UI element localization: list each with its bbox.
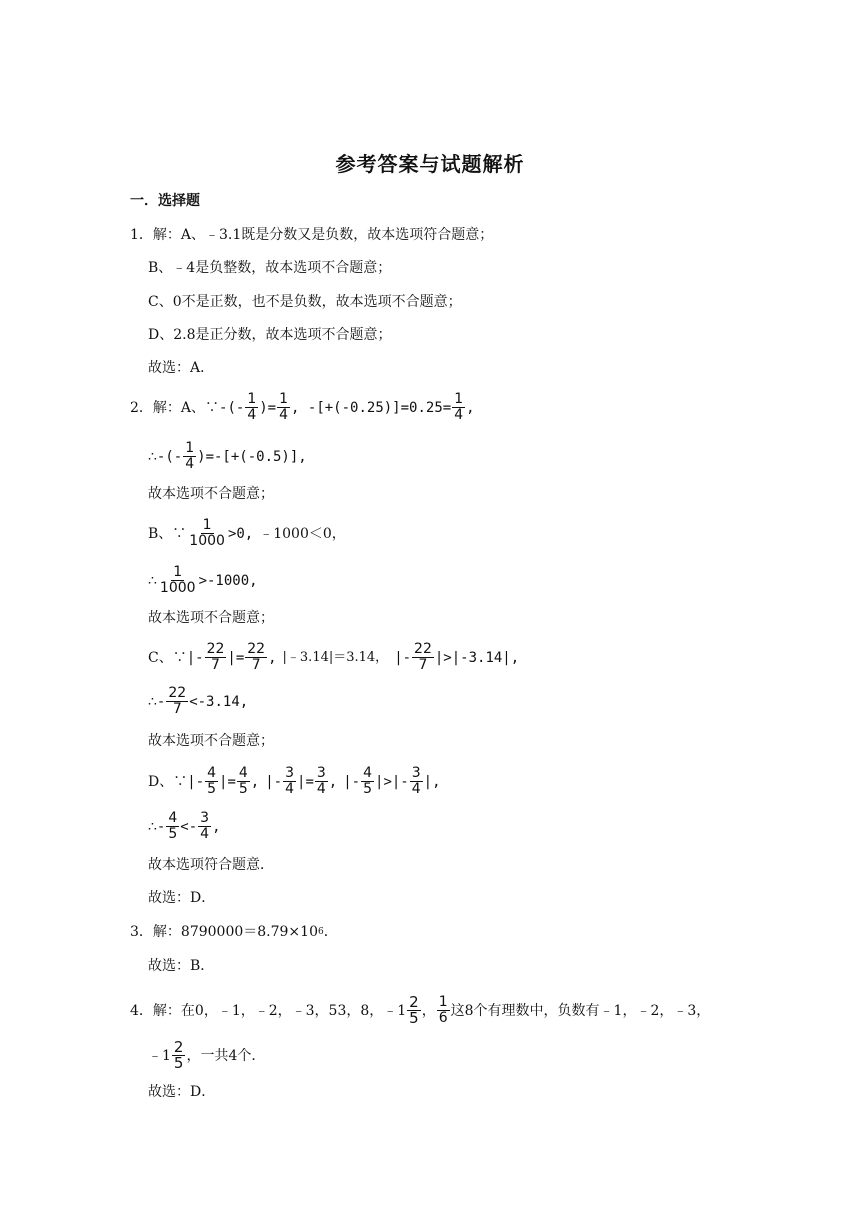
q2-text: |- <box>343 773 361 790</box>
q2-text: |= <box>219 773 236 790</box>
q2-text: -(- <box>156 448 183 465</box>
fraction: $\frac{22}{7}$ <box>168 685 187 717</box>
fraction: $\frac{4}{5}$ <box>363 765 373 797</box>
q1-answer: 故选：A． <box>148 360 215 376</box>
q2-text: D、∵ <box>148 773 188 790</box>
q2-text: , <box>212 818 221 835</box>
q2-text: C、∵ <box>148 649 187 666</box>
therefore-symbol: ∴ <box>148 448 157 465</box>
fraction: $\frac{1}{4}$ <box>279 391 289 423</box>
fraction: $\frac{3}{4}$ <box>316 765 326 797</box>
q4-comma: ， <box>421 1002 436 1019</box>
therefore-symbol: ∴ <box>148 693 157 710</box>
q2-text: , -[+(-0.25)]=0.25= <box>291 399 452 416</box>
fraction: $\frac{3}{4}$ <box>285 765 295 797</box>
fraction: $\frac{1}{6}$ <box>438 994 448 1026</box>
fraction: $\frac{1}{1000}$ <box>159 564 196 596</box>
q2-text: <- <box>180 818 198 835</box>
q2-text: - <box>156 818 166 835</box>
fraction: $\frac{4}{5}$ <box>238 765 248 797</box>
q2-text: |- <box>186 649 204 666</box>
q2-text: |= <box>297 773 314 790</box>
q2-text: <-3.14, <box>189 693 249 710</box>
q3-line-1 <box>130 922 338 942</box>
q2-text: >0, <box>227 525 254 542</box>
mixed-fraction: $\frac{2}{5}$ <box>173 1038 184 1072</box>
q4-text: 这8个有理数中，负数有﹣1，﹣2，﹣3， <box>450 1002 711 1019</box>
q2-text: , <box>328 773 338 790</box>
q2-line-b <box>148 518 346 549</box>
q1-line-4: D、2.8是正分数，故本选项不合题意； <box>148 327 392 343</box>
fraction: $\frac{22}{7}$ <box>414 641 432 673</box>
q2-line-a <box>130 392 475 423</box>
q2-note-d: 故本选项符合题意． <box>148 857 274 873</box>
q2-text: |, <box>423 773 441 790</box>
q1-line-3: C、0不是正数，也不是负数，故本选项不合题意； <box>148 294 462 310</box>
q2-text: >-1000, <box>198 572 258 589</box>
therefore-symbol: ∴ <box>148 818 157 835</box>
q2-note-c: 故本选项不合题意； <box>148 733 274 749</box>
fraction: $\frac{4}{5}$ <box>168 810 178 842</box>
q2-text: |﹣3.14|＝3.14， <box>282 649 389 665</box>
therefore-symbol: ∴ <box>148 572 157 589</box>
q1-line-2: B、﹣4是负整数，故本选项不合题意； <box>148 260 392 276</box>
fraction: $\frac{1}{4}$ <box>185 440 195 472</box>
q2-note-b: 故本选项不合题意； <box>148 610 274 626</box>
section-heading: 一．选择题 <box>130 193 200 209</box>
q2-text: |= <box>227 649 245 666</box>
fraction: $\frac{22}{7}$ <box>247 641 266 673</box>
q2-text: -(- <box>219 399 245 416</box>
q2-note-a: 故本选项不合题意； <box>148 486 274 502</box>
q4-answer: 故选：D． <box>148 1084 216 1100</box>
q2-line-d2 <box>148 811 221 842</box>
q2-text: |- <box>265 773 283 790</box>
q2-text: ﹣1000＜0， <box>259 525 346 542</box>
q4-line-2 <box>148 1040 265 1071</box>
q2-text: |- <box>394 649 412 666</box>
fraction: $\frac{3}{4}$ <box>200 810 210 842</box>
q2-text: )= <box>259 399 277 416</box>
q2-text: , <box>268 649 277 666</box>
fraction: $\frac{1}{1000}$ <box>189 517 225 549</box>
fraction: $\frac{1}{4}$ <box>247 391 257 423</box>
q2-text: |>|-3.14|, <box>434 649 520 666</box>
q2-line-a2 <box>148 441 307 472</box>
fraction: $\frac{1}{4}$ <box>454 391 464 423</box>
q4-text: ，一共4个． <box>186 1047 266 1064</box>
q4-text: 4．解：在0，﹣1，﹣2，﹣3，53，8，﹣1 <box>130 1002 407 1019</box>
q2-text: , <box>250 773 260 790</box>
q2-text: |- <box>187 773 205 790</box>
q1-line-1: 1．解：A、﹣3.1既是分数又是负数，故本选项符合题意； <box>130 227 494 243</box>
page-title: 参考答案与试题解析 <box>335 152 525 176</box>
q2-text: B、∵ <box>148 525 187 542</box>
q2-text: )=-[+(-0.5)], <box>197 448 307 465</box>
q2-line-d <box>148 766 441 797</box>
q3-answer: 故选：B． <box>148 958 215 974</box>
fraction: $\frac{4}{5}$ <box>207 765 217 797</box>
q4-text: ﹣1 <box>148 1047 171 1064</box>
fraction: $\frac{3}{4}$ <box>411 765 421 797</box>
q2-text: |>|- <box>375 773 409 790</box>
mixed-fraction: $\frac{2}{5}$ <box>409 993 419 1027</box>
q2-answer: 故选：D． <box>148 890 216 906</box>
q3-text: 3．解：8790000＝8.79×10 <box>130 924 318 940</box>
q3-text-end: ． <box>323 924 338 940</box>
fraction: $\frac{22}{7}$ <box>206 641 225 673</box>
q2-text: - <box>156 693 166 710</box>
q3-exponent: 6 <box>317 927 324 937</box>
q2-text: , <box>466 399 475 416</box>
q4-line-1 <box>130 995 710 1026</box>
q2-line-c <box>148 642 519 673</box>
q2-line-b2 <box>148 565 258 596</box>
q2-line-c2 <box>148 686 248 717</box>
q2-prefix: 2．解：A、∵ <box>130 399 220 416</box>
